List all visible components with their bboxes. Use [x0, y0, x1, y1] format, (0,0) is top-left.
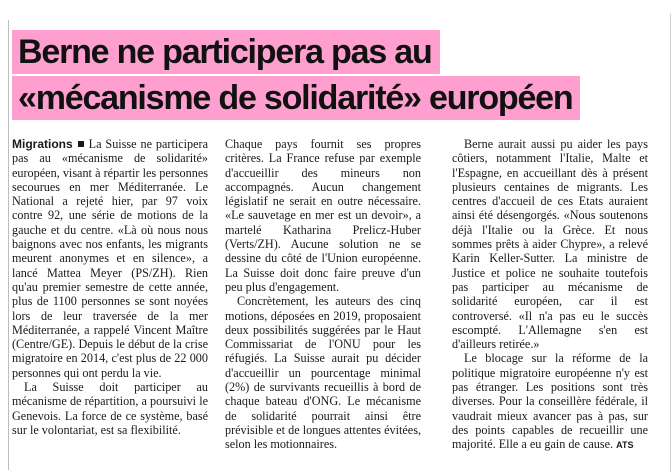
square-bullet-icon [78, 141, 84, 147]
paragraph: Concrètement, les auteurs des cinq motions, déposées en 2019, proposaient deux possibilités suggérées par le Haut Commissariat de l'ONU pour les réfugiés. La Suisse aurait pu décider d'accueillir un pourcentage minimal (2%) de survivants recueillis à bord de chaque bateau d'ONG. Le mécanisme de solidarité pourrait ainsi être prévisible et de longues attentes évitées, selon les motionnaires. [225, 294, 421, 452]
paragraph: La Suisse doit participer au mécanisme de répartition, a poursuivi le Genevois. La force de ce système, basé sur le volontariat, est sa flexibilité. [12, 380, 208, 437]
column-1 [12, 137, 208, 437]
section-kicker: Migrations [12, 137, 73, 151]
paragraph-text: La Suisse ne participera pas au «mécanisme de solidarité» européen, visant à répartir les personnes secourues en mer Méditerranée. Le National a rejeté hier, par 97 voix contre 92, une série de motions de la gauche et du centre. «Là où nous nous baignons avec nos enfants, les migrants meurent anonymes et en silence», a lancé Mattea Meyer (PS/ZH). Rien qu'au premier semestre de cette année, plus de 1100 personnes se sont noyées lors de leur traversée de la mer Méditerranée, a rappelé Vincent Maître (Centre/GE). Depuis le début de la crise migratoire en 2014, c'est plus de 22 000 personnes qui ont perdu la vie. [12, 137, 208, 380]
column-3 [452, 137, 648, 453]
headline-line-2: «mécanisme de solidarité» européen [12, 76, 580, 120]
article-body [12, 137, 658, 467]
paragraph-text: Le blocage sur la réforme de la politique migratoire européenne n'y est pas étranger. Les positions sont très diverses. Pour la conseillère fédérale, il vaudrait mieux avancer pas à pas, sur des points capables de recueillir une majorité. Elle a eu gain de cause. [452, 351, 648, 452]
paragraph [452, 351, 648, 452]
column-2 [225, 137, 421, 452]
headline-line-1: Berne ne participera pas au [12, 30, 440, 74]
paragraph: Chaque pays fournit ses propres critères. La France refuse par exemple d'accueillir des mineurs non accompagnés. Aucun changement législatif ne serait en outre nécessaire. «Le sauvetage en mer est un devoir», a martelé Katharina Prelicz-Huber (Verts/ZH). Aucune solution ne se dessine du côté de l'Union européenne. La Suisse doit donc faire preuve d'un peu plus d'engagement. [225, 137, 421, 294]
paragraph [12, 137, 208, 380]
right-edge-rule [670, 14, 671, 472]
headline [12, 30, 652, 122]
paragraph: Berne aurait aussi pu aider les pays côtiers, notamment l'Italie, Malte et l'Espagne, en accueillant dès à présent plusieurs centaines de migrants. Les centres d'accueil de ces Etats auraient ainsi été désengorgés. «Nous soutenons déjà l'Italie ou la Grèce. Et nous sommes prêts à aider Chypre», a relevé Karin Keller-Sutter. La ministre de Justice et police ne souhaite toutefois pas participer au mécanisme de solidarité européen, car il est controversé. «Il n'a pas eu le succès escompté. L'Allemagne s'en est d'ailleurs retirée.» [452, 137, 648, 352]
left-column-rule [8, 20, 9, 470]
signature: ATS [616, 440, 634, 451]
